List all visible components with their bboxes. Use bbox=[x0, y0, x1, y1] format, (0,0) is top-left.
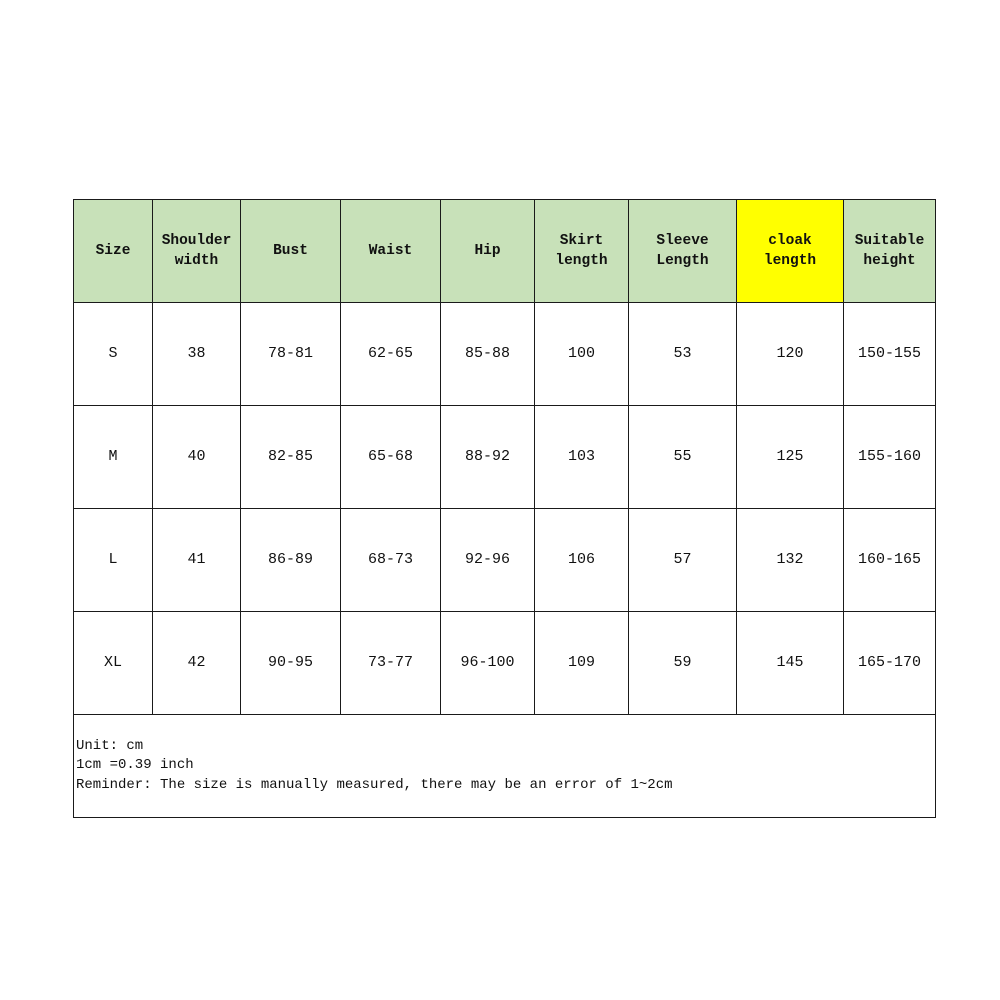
header-skirt-length: Skirt length bbox=[535, 200, 629, 303]
table-row-xl bbox=[74, 612, 936, 715]
cell-skirt-length: 109 bbox=[535, 612, 629, 715]
cell-cloak-length: 132 bbox=[737, 509, 844, 612]
note-reminder: Reminder: The size is manually measured, there may be an error of 1~2cm bbox=[76, 776, 673, 793]
header-bust: Bust bbox=[241, 200, 341, 303]
cell-shoulder-width: 41 bbox=[153, 509, 241, 612]
cell-waist: 68-73 bbox=[341, 509, 441, 612]
cell-suitable-height: 150-155 bbox=[844, 303, 936, 406]
size-chart-table bbox=[73, 199, 936, 818]
notes-cell bbox=[74, 715, 936, 818]
cell-bust: 82-85 bbox=[241, 406, 341, 509]
table-row-l bbox=[74, 509, 936, 612]
cell-shoulder-width: 42 bbox=[153, 612, 241, 715]
header-shoulder-width: Shoulder width bbox=[153, 200, 241, 303]
cell-hip: 85-88 bbox=[441, 303, 535, 406]
header-row bbox=[74, 200, 936, 303]
header-waist: Waist bbox=[341, 200, 441, 303]
cell-size: L bbox=[74, 509, 153, 612]
cell-size: S bbox=[74, 303, 153, 406]
cell-cloak-length: 145 bbox=[737, 612, 844, 715]
header-suitable-height: Suitable height bbox=[844, 200, 936, 303]
cell-size: XL bbox=[74, 612, 153, 715]
cell-sleeve-length: 53 bbox=[629, 303, 737, 406]
cell-suitable-height: 160-165 bbox=[844, 509, 936, 612]
note-unit: Unit: cm bbox=[76, 737, 144, 754]
note-conversion: 1cm =0.39 inch bbox=[76, 757, 194, 774]
cell-size: M bbox=[74, 406, 153, 509]
header-hip: Hip bbox=[441, 200, 535, 303]
table-row-m bbox=[74, 406, 936, 509]
cell-sleeve-length: 57 bbox=[629, 509, 737, 612]
cell-bust: 86-89 bbox=[241, 509, 341, 612]
cell-shoulder-width: 38 bbox=[153, 303, 241, 406]
table-row-s bbox=[74, 303, 936, 406]
cell-sleeve-length: 55 bbox=[629, 406, 737, 509]
cell-suitable-height: 155-160 bbox=[844, 406, 936, 509]
cell-hip: 96-100 bbox=[441, 612, 535, 715]
cell-hip: 88-92 bbox=[441, 406, 535, 509]
cell-bust: 90-95 bbox=[241, 612, 341, 715]
cell-waist: 62-65 bbox=[341, 303, 441, 406]
cell-skirt-length: 103 bbox=[535, 406, 629, 509]
cell-hip: 92-96 bbox=[441, 509, 535, 612]
header-size: Size bbox=[74, 200, 153, 303]
header-sleeve-length: Sleeve Length bbox=[629, 200, 737, 303]
cell-cloak-length: 120 bbox=[737, 303, 844, 406]
cell-skirt-length: 100 bbox=[535, 303, 629, 406]
cell-cloak-length: 125 bbox=[737, 406, 844, 509]
cell-bust: 78-81 bbox=[241, 303, 341, 406]
header-cloak-length: cloak length bbox=[737, 200, 844, 303]
cell-sleeve-length: 59 bbox=[629, 612, 737, 715]
notes-row bbox=[74, 715, 936, 818]
cell-skirt-length: 106 bbox=[535, 509, 629, 612]
cell-shoulder-width: 40 bbox=[153, 406, 241, 509]
cell-waist: 73-77 bbox=[341, 612, 441, 715]
cell-waist: 65-68 bbox=[341, 406, 441, 509]
cell-suitable-height: 165-170 bbox=[844, 612, 936, 715]
